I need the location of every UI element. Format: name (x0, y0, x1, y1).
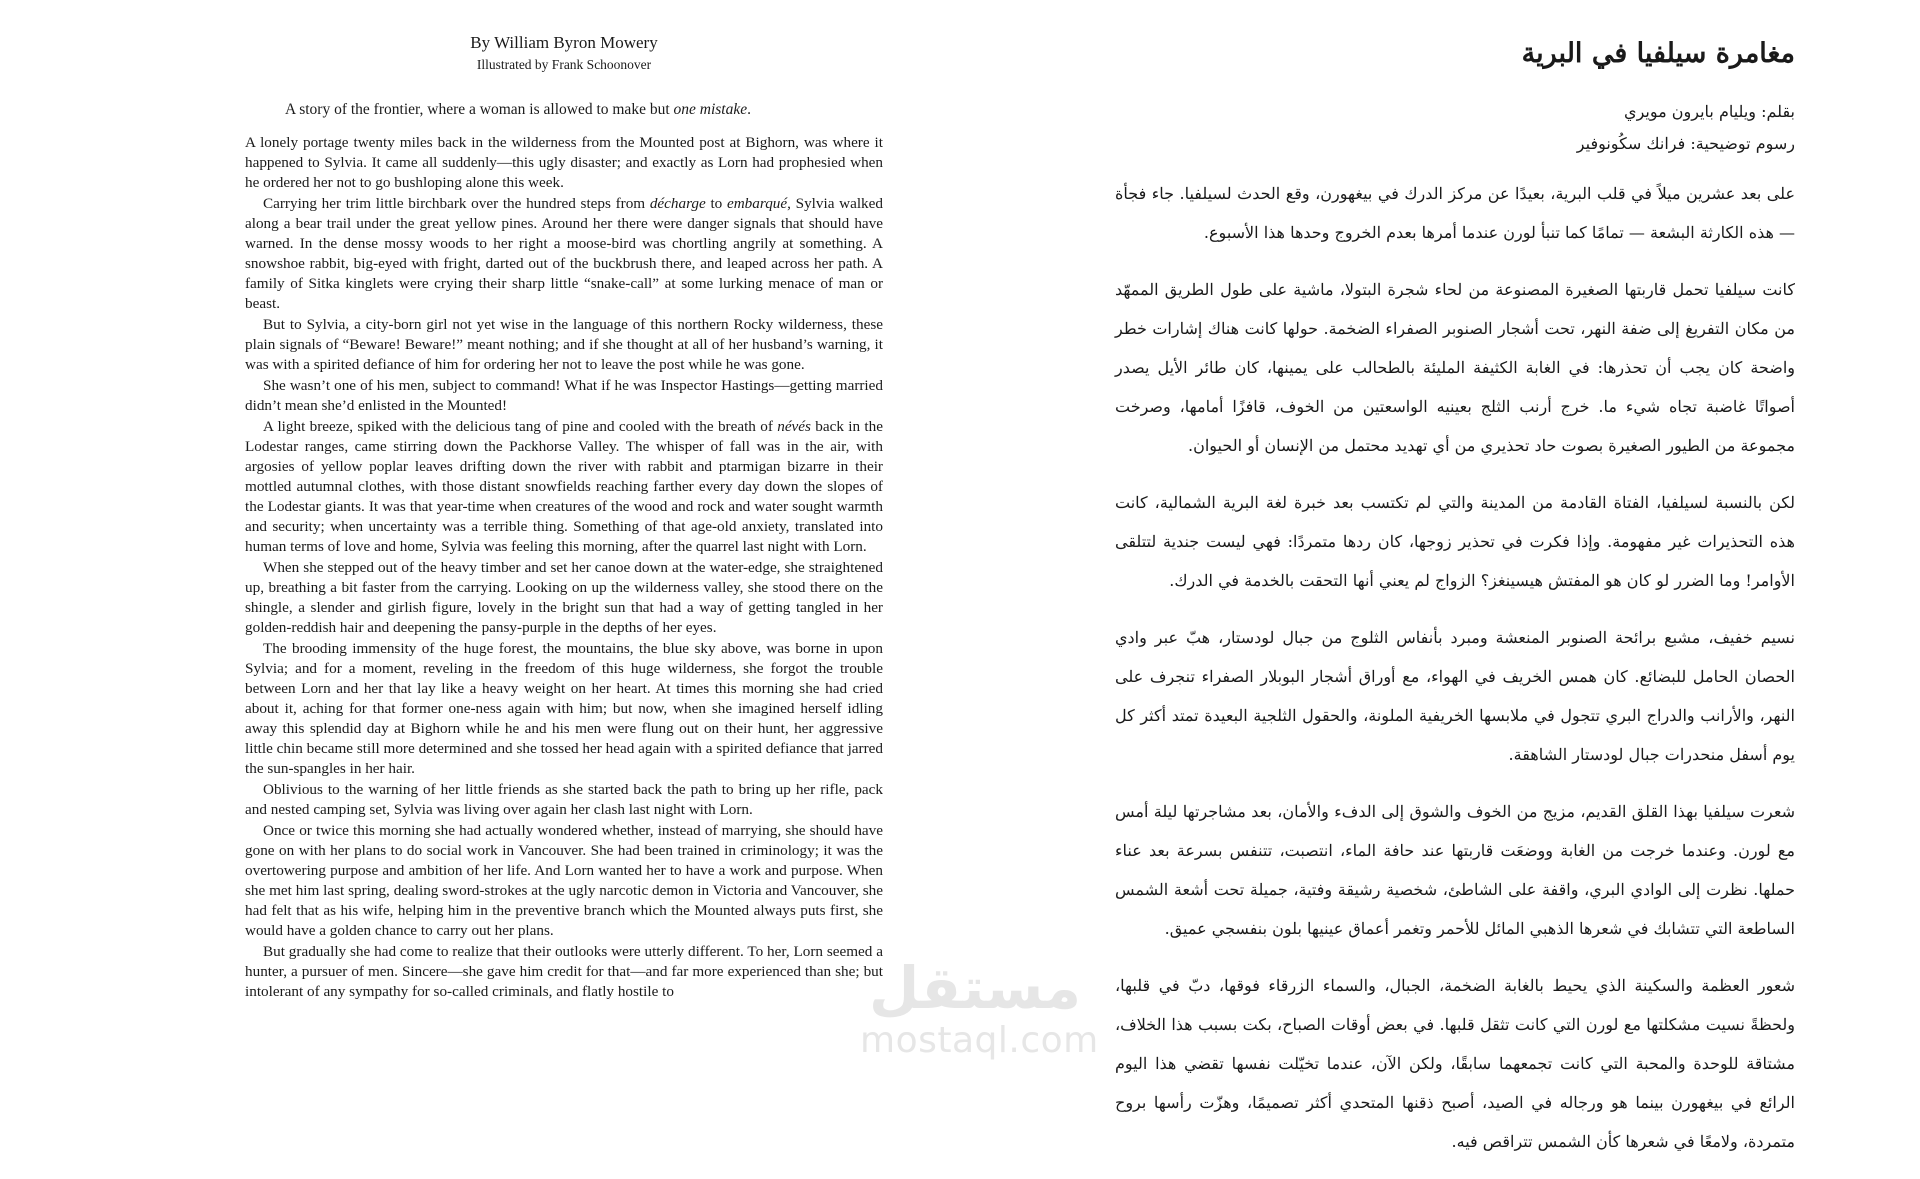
arabic-illustrator: رسوم توضيحية: فرانك سكُونوفير (1576, 134, 1795, 153)
english-paragraph-4: She wasn’t one of his men, subject to command! What if he was Inspector Hastings—getting married didn’t mean she’d enlisted in the Mounted! (245, 377, 883, 414)
english-tagline (285, 100, 883, 120)
english-paragraph-8: Oblivious to the warning of her little friends as she started back the path to bring up her rifle, pack and nested camping set, Sylvia was living over again her clash last night with Lorn. (245, 781, 883, 818)
arabic-body (1115, 174, 1795, 1161)
english-paragraph-10: But gradually she had come to realize that their outlooks were utterly different. To her, Lorn seemed a hunter, a pursuer of men. Sincere—she gave him credit for that—and far more experienced than she; but intolerant of any sympathy for so-called criminals, and flatly hostile to (245, 943, 883, 1000)
english-page (245, 30, 883, 1003)
english-paragraph-7: The brooding immensity of the huge forest, the mountains, the blue sky above, was borne in upon Sylvia; and for a moment, reveling in the freedom of this huge wilderness, she forgot the trouble between Lorn and her that lay like a heavy weight on her heart. At times this morning she had cried about it, aching for that former one-ness again with him; but now, when she imagined herself idling away this splendid day at Bighorn while he and his men were flung out on their hunt, her aggressive little chin became still more determined and she tossed her head again with a spirited defiance that jarred the sun-spangles in her hair. (245, 640, 883, 777)
english-paragraph-6: When she stepped out of the heavy timber and set her canoe down at the water-edge, she straightened up, breathing a bit faster from the carrying. Looking on up the wilderness valley, she stood there on the shingle, a slender and girlish figure, lovely in the bright sun that had a way of getting tangled in her golden-reddish hair and deepening the pansy-purple in the depths of her eyes. (245, 559, 883, 636)
english-paragraph-1: A lonely portage twenty miles back in the wilderness from the Mounted post at Bighorn, was where it happened to Sylvia. It came all suddenly—this ugly disaster; and exactly as Lorn had prophesied when he ordered her not to go bushloping alone this week. (245, 134, 883, 191)
tagline-text: A story of the frontier, where a woman is allowed to make but (285, 101, 674, 118)
arabic-paragraph-5: شعرت سيلفيا بهذا القلق القديم، مزيج من الخوف والشوق إلى الدفء والأمان، بعد مشاجرتها ليلة أمس مع لورن. وعندما خرجت من الغابة ووضعَت قاربتها عند حافة الماء، انتصبت، تتنفس بسرعة بعد عناء حملها. نظرت إلى الوادي البري، واقفة على الشاطئ، شخصية رشيقة وفتية، جميلة تحت أشعة الشمس الساطعة التي تتشابك في شعرها الذهبي المائل للأحمر وتغمر أعماق عينيها بلون بنفسجي عميق. (1115, 802, 1796, 938)
english-paragraph-5 (245, 417, 883, 557)
english-paragraph-2 (245, 194, 883, 314)
arabic-page (1115, 34, 1795, 1179)
tagline-end: . (747, 101, 751, 118)
paragraph-text: to (705, 195, 727, 212)
italic-term: névés (777, 418, 811, 435)
watermark-latin-text: mostaql.com (860, 1020, 1099, 1061)
arabic-paragraph-1: على بعد عشرين ميلاً في قلب البرية، بعيدًا عن مركز الدرك في بيغهورن، وقع الحدث لسيلفيا. جاء فجأة — هذه الكارثة البشعة — تمامًا كما تنبأ لورن عندما أمرها بعدم الخروج وحدها هذا الأسبوع. (1115, 184, 1795, 242)
arabic-paragraph-2: كانت سيلفيا تحمل قاربتها الصغيرة المصنوعة من لحاء شجرة البتولا، ماشية على طول الطريق الممهّد من مكان التفريغ إلى ضفة النهر، تحت أشجار الصنوبر الصفراء الضخمة. حولها كانت هناك إشارات خطر واضحة كان يجب أن تحذرها: في الغابة الكثيفة المليئة بالطحالب على يمينها، كان طائر الأيل يصدر أصواتًا غاضبة تجاه شيء ما. خرج أرنب الثلج بعينيه الواسعتين من الخوف، قافزًا أمامها، وصرخت مجموعة من الطيور الصغيرة بصوت حاد تحذيري من أي تهديد محتمل من الإنسان أو الحيوان. (1115, 280, 1795, 455)
italic-term: embarqué (726, 195, 788, 212)
arabic-author: بقلم: ويليام بايرون مويري (1624, 102, 1795, 121)
english-body (245, 133, 883, 1002)
arabic-paragraph-6: شعور العظمة والسكينة الذي يحيط بالغابة الضخمة، الجبال، والسماء الزرقاء فوقها، دبّ في قلبها، ولحظةً نسيت مشكلتها مع لورن التي كانت تثقل قلبها. في بعض أوقات الصباح، بكت بسبب هذا الخلاف، مشتاقة للوحدة والمحبة التي كانت تجمعهما سابقًا، ولكن الآن، عندما تخيّلت نفسها تقضي هذا اليوم الرائع في بيغهورن بينما هو ورجاله في الصيد، أصبح ذقنها المتحدي أكثر تصميمًا، وهزّت رأسها بروح متمردة، ولامعًا في شعرها كأن الشمس تتراقص فيه. (1115, 976, 1795, 1151)
watermark-arabic-logo: مستقل (868, 954, 1082, 1022)
arabic-paragraph-4: نسيم خفيف، مشبع برائحة الصنوبر المنعشة ومبرد بأنفاس الثلوج من جبال لودستار، هبّ عبر وادي الحصان الحامل للبضائع. كان همس الخريف في الهواء، مع أوراق أشجار البوبلار الصفراء تنجرف على النهر، والأرانب والدراج البري تتجول في ملابسها الخريفية الملونة، والحقول الثلجية البعيدة تمتد أكثر كل يوم أسفل منحدرات جبال لودستار الشاهقة. (1115, 628, 1795, 764)
paragraph-text: , Sylvia walked along a bear trail under the great yellow pines. Around her there were danger signals that should have warned. In the dense mossy woods to her right a moose-bird was chortling angrily at something. A snowshoe rabbit, big-eyed with fright, darted out of the buckbrush there, and leaped across her path. A family of Sitka kinglets were crying their sharp little “snake-call” at some lurking menace of man or beast. (245, 195, 883, 312)
arabic-paragraph-3: لكن بالنسبة لسيلفيا، الفتاة القادمة من المدينة والتي لم تكتسب بعد خبرة لغة البرية الشمالية، كانت هذه التحذيرات غير مفهومة. وإذا فكرت في تحذير زوجها، كان ردها متمردًا: فهي ليست جندية لتتلقى الأوامر! وما الضرر لو كان هو المفتش هيسينغز؟ الزواج لم يعني أنها التحقت بالخدمة في الدرك. (1115, 493, 1795, 590)
english-paragraph-9: Once or twice this morning she had actually wondered whether, instead of marrying, she should have gone on with her plans to do social work in Vancouver. She had been trained in criminology; it was the overtowering purpose and ambition of her life. And Lorn wanted her to have a work and purpose. When she met him last spring, dealing sword-strokes at the ugly narcotic demon in Victoria and Vancouver, she had felt that as his wife, helping him in the preventive branch which the Mounted always puts first, she would have a golden chance to carry out her plans. (245, 822, 883, 939)
italic-term: décharge (649, 195, 706, 212)
tagline-emphasis: one mistake (673, 101, 748, 118)
paragraph-text: back in the Lodestar ranges, came stirring down the Packhorse Valley. The whisper of fall was in the air, with argosies of yellow poplar leaves drifting down the river with rabbit and ptarmigan bizarre in their mottled autumnal clothes, with those distant snowfields reaching farther every day down the slopes of the Lodestar giants. It was that year-time when creatures of the wood and rock and water sought warmth and security; when uncertainty was a terrible thing. Something of that age-old anxiety, translated into human terms of love and home, Sylvia was feeling this morning, after the quarrel last night with Lorn. (245, 418, 883, 555)
english-byline: By William Byron Mowery (470, 33, 658, 52)
english-illustrator-credit: Illustrated by Frank Schoonover (476, 57, 652, 72)
arabic-credits (1115, 96, 1795, 160)
paragraph-text: Carrying her trim little birchbark over the hundred steps from (263, 195, 650, 212)
english-paragraph-3: But to Sylvia, a city-born girl not yet wise in the language of this northern Rocky wilderness, these plain signals of “Beware! Beware!” meant nothing; and if she thought at all of her husband’s warning, it was with a spirited defiance of him for ordering her not to leave the post while he was gone. (245, 316, 883, 373)
arabic-title: مغامرة سيلفيا في البرية (1521, 38, 1795, 69)
mostaql-watermark (860, 954, 1099, 1061)
paragraph-text: A light breeze, spiked with the delicious tang of pine and cooled with the breath of (263, 418, 778, 435)
